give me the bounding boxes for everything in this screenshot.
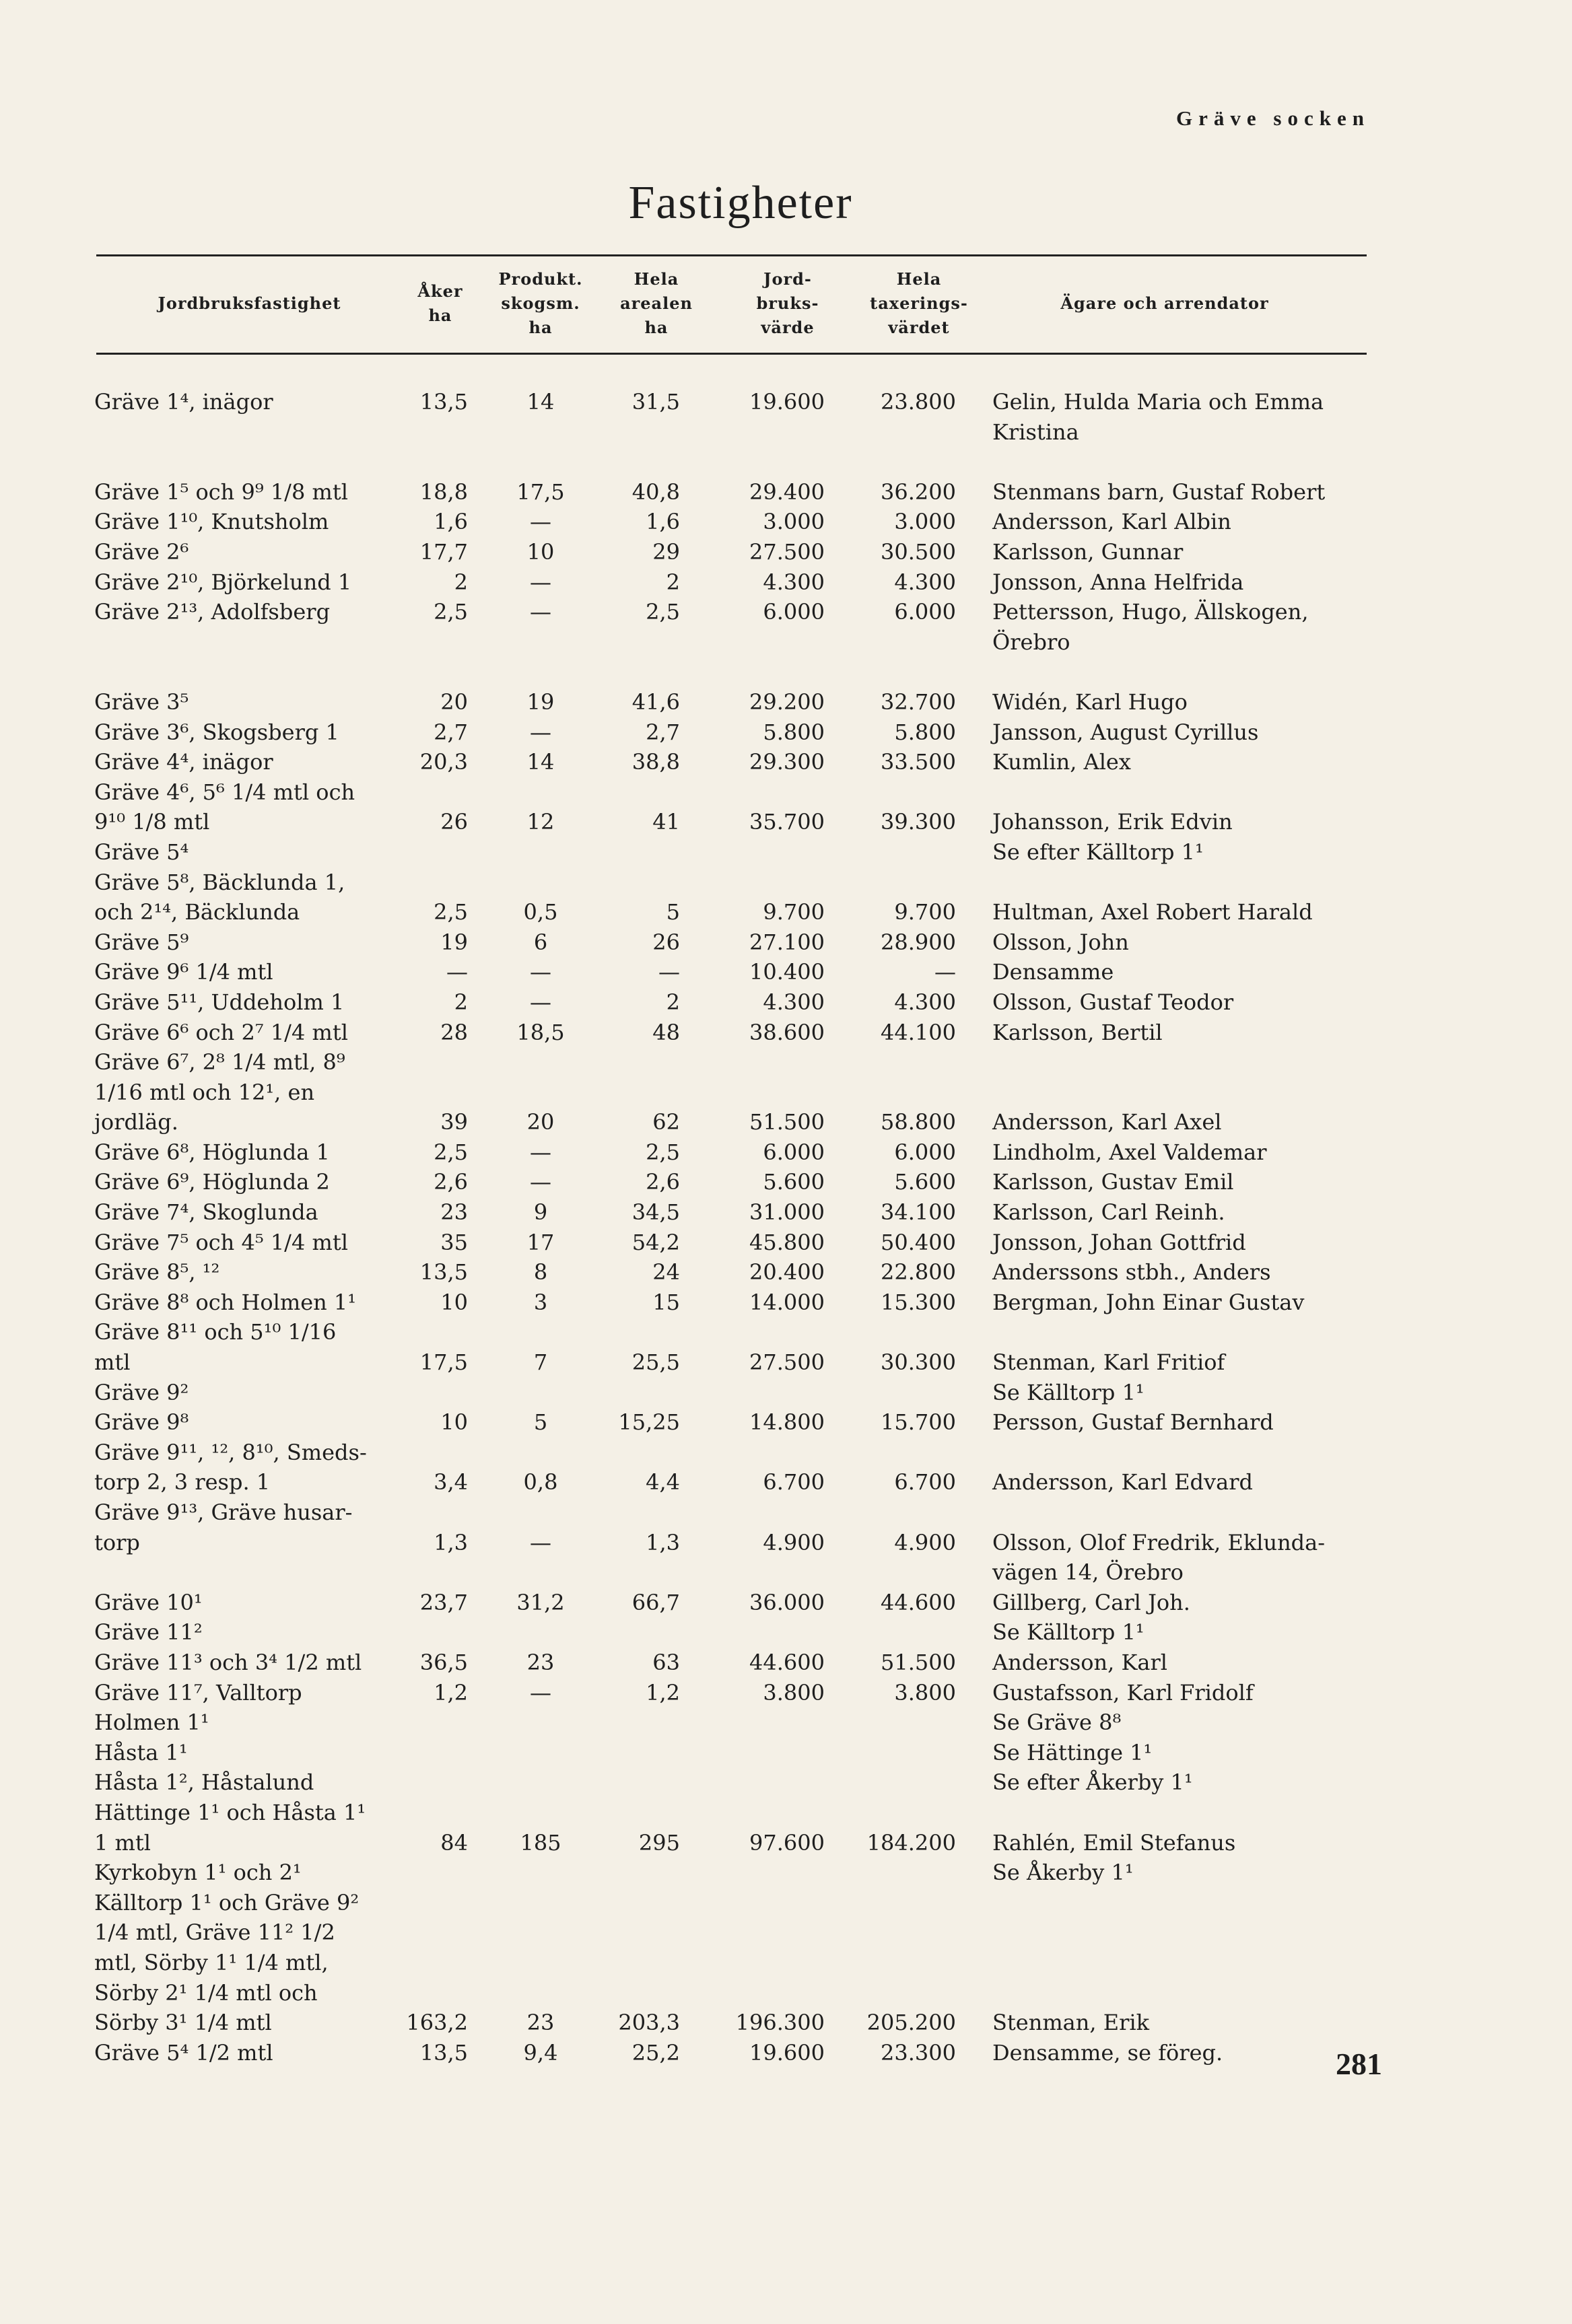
cell-owner: Lindholm, Axel Valdemar <box>992 1139 1267 1165</box>
cell-area: 54,2 <box>631 1229 680 1255</box>
cell-jv: 6.000 <box>763 1139 825 1165</box>
cell-aker: 13,5 <box>419 1259 468 1286</box>
cell-tax: 205.200 <box>866 2010 956 2036</box>
cell-tax: 44.600 <box>881 1589 956 1615</box>
table-row <box>0 1137 1572 1168</box>
cell-owner: Densamme, se föreg. <box>992 2039 1223 2066</box>
cell-skog: — <box>530 1139 551 1165</box>
cell-owner: Gustafsson, Karl Fridolf <box>992 1679 1254 1705</box>
table-header-rule <box>96 353 1367 355</box>
cell-tax: 9.700 <box>894 899 956 925</box>
cell-area: 2,6 <box>646 1169 680 1195</box>
cell-skog: 5 <box>533 1409 548 1436</box>
cell-tax: 4.900 <box>894 1529 956 1555</box>
cell-area: 31,5 <box>631 389 680 415</box>
cell-tax: 6.000 <box>894 599 956 625</box>
cell-owner: Karlsson, Gustav Emil <box>992 1169 1234 1195</box>
cell-owner: Karlsson, Bertil <box>992 1019 1163 1045</box>
cell-skog: 3 <box>533 1289 548 1315</box>
cell-skog: 9,4 <box>523 2039 558 2066</box>
table-row <box>0 597 1572 687</box>
cell-tax: 3.000 <box>894 509 956 535</box>
cell-skog: 14 <box>526 749 555 775</box>
cell-owner: Johansson, Erik Edvin <box>992 809 1233 835</box>
cell-tax: 36.200 <box>881 479 956 505</box>
cell-owner: Stenman, Karl Fritiof <box>992 1349 1225 1376</box>
cell-tax: 33.500 <box>881 749 956 775</box>
cell-tax: 30.300 <box>881 1349 956 1376</box>
table-row <box>0 1798 1572 1858</box>
cell-owner: Gelin, Hulda Maria och Emma Kristina <box>992 389 1324 445</box>
cell-prop: Gräve 11³ och 3⁴ 1/2 mtl <box>94 1650 362 1675</box>
cell-prop: Källtorp 1¹ och Gräve 9² 1/4 mtl, Gräve 11² 1/2 mtl, Sörby 1¹ 1/4 mtl, Sörby 2¹ 1/4 mtl och Sörby 3¹ 1/4 mtl <box>94 1889 360 2036</box>
cell-jv: 4.300 <box>763 989 825 1015</box>
cell-area: 26 <box>652 929 680 955</box>
cell-skog: — <box>530 1679 551 1705</box>
cell-tax: 39.300 <box>881 809 956 835</box>
cell-aker: 17,5 <box>419 1349 468 1376</box>
table-row <box>0 1888 1572 2038</box>
cell-tax: 6.000 <box>894 1139 956 1165</box>
cell-prop: Kyrkobyn 1¹ och 2¹ <box>94 1860 302 1886</box>
table-row <box>0 1167 1572 1197</box>
table-row <box>0 927 1572 958</box>
cell-jv: 4.300 <box>763 569 825 595</box>
cell-owner: Se Åkerby 1¹ <box>992 1860 1134 1886</box>
cell-prop: Gräve 2¹³, Adolfsberg <box>94 599 331 625</box>
cell-jv: 29.200 <box>749 689 825 715</box>
cell-aker: 1,6 <box>434 509 468 535</box>
cell-prop: Gräve 7⁵ och 4⁵ 1/4 mtl <box>94 1229 348 1255</box>
cell-jv: 97.600 <box>749 1829 825 1856</box>
cell-area: 295 <box>638 1829 680 1856</box>
cell-skog: — <box>530 1529 551 1555</box>
cell-jv: 27.500 <box>749 538 825 565</box>
cell-owner: Jansson, August Cyrillus <box>992 719 1259 745</box>
cell-skog: 17,5 <box>516 479 565 505</box>
cell-jv: 35.700 <box>749 809 825 835</box>
cell-skog: 17 <box>526 1229 555 1255</box>
cell-prop: Holmen 1¹ <box>94 1710 209 1736</box>
cell-tax: 5.800 <box>894 719 956 745</box>
cell-area: 24 <box>652 1259 680 1286</box>
cell-owner: Se Källtorp 1¹ <box>992 1619 1144 1646</box>
cell-jv: 6.700 <box>763 1469 825 1495</box>
table-row <box>0 1288 1572 1318</box>
cell-prop: Gräve 5⁴ <box>94 839 189 865</box>
cell-aker: 23,7 <box>419 1589 468 1615</box>
cell-area: 5 <box>666 899 680 925</box>
cell-prop: Gräve 5⁸, Bäcklunda 1, och 2¹⁴, Bäcklunda <box>94 869 345 925</box>
cell-aker: 1,2 <box>434 1679 468 1705</box>
cell-skog: 23 <box>526 1650 555 1675</box>
table-row <box>0 507 1572 537</box>
cell-jv: 14.000 <box>749 1289 825 1315</box>
cell-area: 2 <box>666 989 680 1015</box>
cell-aker: 10 <box>440 1289 468 1315</box>
table-row <box>0 1378 1572 1408</box>
cell-jv: 31.000 <box>749 1199 825 1226</box>
cell-prop: Gräve 9⁶ 1/4 mtl <box>94 959 273 985</box>
cell-owner: Karlsson, Carl Reinh. <box>992 1199 1225 1226</box>
cell-aker: 20 <box>440 689 468 715</box>
cell-owner: Andersson, Karl Albin <box>992 509 1231 535</box>
cell-prop: Gräve 9⁸ <box>94 1409 189 1436</box>
cell-aker: 19 <box>440 929 468 955</box>
table-row <box>0 567 1572 598</box>
cell-prop: Gräve 8¹¹ och 5¹⁰ 1/16 mtl <box>94 1319 337 1376</box>
cell-area: 2,5 <box>646 599 680 625</box>
cell-aker: 2 <box>454 569 468 595</box>
cell-area: 29 <box>652 538 680 565</box>
cell-jv: 36.000 <box>749 1589 825 1615</box>
cell-owner: Hultman, Axel Robert Harald <box>992 899 1313 925</box>
cell-jv: 3.000 <box>763 509 825 535</box>
cell-tax: 4.300 <box>894 569 956 595</box>
cell-jv: 44.600 <box>749 1650 825 1675</box>
cell-skog: 6 <box>533 929 548 955</box>
table-row <box>0 868 1572 927</box>
cell-prop: Gräve 6⁷, 2⁸ 1/4 mtl, 8⁹ 1/16 mtl och 12¹, en jordläg. <box>94 1049 345 1135</box>
cell-aker: 13,5 <box>419 2039 468 2066</box>
cell-jv: 6.000 <box>763 599 825 625</box>
cell-skog: — <box>530 719 551 745</box>
cell-prop: Gräve 10¹ <box>94 1589 203 1615</box>
table-row <box>0 717 1572 748</box>
table-row <box>0 1438 1572 1498</box>
cell-aker: 2,5 <box>434 899 468 925</box>
cell-owner: Se Hättinge 1¹ <box>992 1739 1153 1765</box>
cell-prop: Gräve 8⁸ och Holmen 1¹ <box>94 1289 357 1315</box>
cell-tax: 184.200 <box>866 1829 956 1856</box>
table-row <box>0 1228 1572 1258</box>
cell-skog: — <box>530 959 551 985</box>
cell-owner: Se efter Åkerby 1¹ <box>992 1769 1193 1796</box>
cell-jv: 9.700 <box>763 899 825 925</box>
cell-area: 41,6 <box>631 689 680 715</box>
cell-jv: 5.800 <box>763 719 825 745</box>
cell-aker: 20,3 <box>419 749 468 775</box>
cell-tax: 23.300 <box>881 2039 956 2066</box>
running-head: Gräve socken <box>1176 106 1370 130</box>
table-row <box>0 747 1572 777</box>
cell-area: 4,4 <box>646 1469 680 1495</box>
cell-owner: Widén, Karl Hugo <box>992 689 1188 715</box>
cell-prop: Gräve 4⁴, inägor <box>94 749 273 775</box>
table-row <box>0 687 1572 717</box>
cell-aker: 10 <box>440 1409 468 1436</box>
cell-area: 34,5 <box>631 1199 680 1226</box>
cell-jv: 4.900 <box>763 1529 825 1555</box>
cell-prop: Gräve 2⁶ <box>94 538 189 565</box>
cell-area: 66,7 <box>631 1589 680 1615</box>
cell-owner: Persson, Gustaf Bernhard <box>992 1409 1274 1436</box>
cell-area: 25,2 <box>631 2039 680 2066</box>
cell-aker: 39 <box>440 1109 468 1135</box>
cell-aker: 2 <box>454 989 468 1015</box>
cell-owner: Jonsson, Anna Helfrida <box>992 569 1244 595</box>
cell-aker: 2,5 <box>434 1139 468 1165</box>
cell-tax: 58.800 <box>881 1109 956 1135</box>
cell-skog: 12 <box>526 809 555 835</box>
cell-jv: 29.400 <box>749 479 825 505</box>
column-header-taxeringsvardet: Hela taxerings- värdet <box>870 269 968 337</box>
cell-area: 2,5 <box>646 1139 680 1165</box>
cell-owner: Se efter Källtorp 1¹ <box>992 839 1204 865</box>
column-header-skogsmark: Produkt. skogsm. ha <box>498 269 583 337</box>
page-title: Fastigheter <box>628 177 853 229</box>
cell-prop: Gräve 1¹⁰, Knutsholm <box>94 509 329 535</box>
table-row <box>0 837 1572 868</box>
cell-jv: 196.300 <box>735 2010 825 2036</box>
cell-prop: Gräve 5¹¹, Uddeholm 1 <box>94 989 345 1015</box>
cell-area: 41 <box>652 809 680 835</box>
cell-aker: 17,7 <box>419 538 468 565</box>
table-row <box>0 387 1572 477</box>
cell-area: 2 <box>666 569 680 595</box>
cell-skog: 0,5 <box>523 899 558 925</box>
table-row <box>0 1197 1572 1228</box>
column-header-property: Jordbruksfastighet <box>158 293 341 313</box>
cell-skog: 14 <box>526 389 555 415</box>
cell-skog: 8 <box>533 1259 548 1286</box>
cell-tax: 28.900 <box>881 929 956 955</box>
table-row <box>0 1738 1572 1768</box>
cell-jv: 19.600 <box>749 389 825 415</box>
cell-tax: 3.800 <box>894 1679 956 1705</box>
table-row <box>0 1678 1572 1708</box>
cell-aker: 163,2 <box>406 2010 468 2036</box>
cell-area: 15 <box>652 1289 680 1315</box>
cell-tax: 44.100 <box>881 1019 956 1045</box>
cell-jv: 45.800 <box>749 1229 825 1255</box>
cell-owner: Olsson, Gustaf Teodor <box>992 989 1234 1015</box>
cell-prop: Gräve 7⁴, Skoglunda <box>94 1199 318 1226</box>
cell-area: 62 <box>652 1109 680 1135</box>
cell-area: 1,2 <box>646 1679 680 1705</box>
cell-skog: 18,5 <box>516 1019 565 1045</box>
cell-owner: Stenmans barn, Gustaf Robert <box>992 479 1326 505</box>
table-row <box>0 1498 1572 1588</box>
cell-area: 2,7 <box>646 719 680 745</box>
cell-owner: Karlsson, Gunnar <box>992 538 1184 565</box>
table-row <box>0 1858 1572 1888</box>
cell-tax: 6.700 <box>894 1469 956 1495</box>
cell-prop: Hättinge 1¹ och Håsta 1¹ 1 mtl <box>94 1799 366 1856</box>
table-row <box>0 477 1572 507</box>
cell-tax: 30.500 <box>881 538 956 565</box>
cell-tax: 32.700 <box>881 689 956 715</box>
cell-skog: 19 <box>526 689 555 715</box>
cell-area: 48 <box>652 1019 680 1045</box>
cell-skog: — <box>530 1169 551 1195</box>
cell-prop: Gräve 11⁷, Valltorp <box>94 1679 302 1705</box>
cell-owner: Bergman, John Einar Gustav <box>992 1289 1305 1315</box>
cell-jv: 20.400 <box>749 1259 825 1286</box>
cell-aker: 18,8 <box>419 479 468 505</box>
cell-jv: 19.600 <box>749 2039 825 2066</box>
cell-prop: Gräve 6⁸, Höglunda 1 <box>94 1139 330 1165</box>
cell-area: 40,8 <box>631 479 680 505</box>
cell-prop: Gräve 4⁶, 5⁶ 1/4 mtl och 9¹⁰ 1/8 mtl <box>94 779 355 835</box>
cell-aker: 2,7 <box>434 719 468 745</box>
column-header-arealen: Hela arealen ha <box>620 269 693 337</box>
cell-jv: 14.800 <box>749 1409 825 1436</box>
cell-tax: 23.800 <box>881 389 956 415</box>
cell-jv: 10.400 <box>749 959 825 985</box>
cell-prop: Gräve 1⁵ och 9⁹ 1/8 mtl <box>94 479 348 505</box>
cell-area: — <box>658 959 680 985</box>
cell-owner: Densamme <box>992 959 1114 985</box>
cell-aker: 2,6 <box>434 1169 468 1195</box>
cell-area: 63 <box>652 1650 680 1675</box>
column-header-jordbruksvarde: Jord- bruks- värde <box>756 269 819 337</box>
cell-owner: Jonsson, Johan Gottfrid <box>992 1229 1246 1255</box>
cell-tax: 34.100 <box>881 1199 956 1226</box>
cell-prop: Gräve 9¹¹, ¹², 8¹⁰, Smeds- torp 2, 3 resp. 1 <box>94 1439 367 1495</box>
cell-owner: Rahlén, Emil Stefanus <box>992 1829 1236 1856</box>
cell-skog: 185 <box>520 1829 561 1856</box>
table-row <box>0 957 1572 987</box>
cell-jv: 29.300 <box>749 749 825 775</box>
cell-prop: Gräve 8⁵, ¹² <box>94 1259 220 1286</box>
cell-jv: 5.600 <box>763 1169 825 1195</box>
cell-tax: 15.700 <box>881 1409 956 1436</box>
table-row <box>0 1047 1572 1137</box>
table-row <box>0 1767 1572 1798</box>
cell-owner: Anderssons stbh., Anders <box>992 1259 1271 1286</box>
table-row <box>0 1648 1572 1678</box>
cell-owner: Olsson, Olof Fredrik, Eklunda- vägen 14, Örebro <box>992 1529 1326 1586</box>
cell-prop: Gräve 9¹³, Gräve husar- torp <box>94 1500 353 1555</box>
cell-aker: 84 <box>440 1829 468 1856</box>
cell-aker: 28 <box>440 1019 468 1045</box>
cell-aker: 1,3 <box>434 1529 468 1555</box>
table-row <box>0 1257 1572 1288</box>
cell-jv: 27.100 <box>749 929 825 955</box>
cell-area: 1,3 <box>646 1529 680 1555</box>
cell-owner: Se Gräve 8⁸ <box>992 1710 1122 1736</box>
table-row <box>0 1018 1572 1048</box>
table-row <box>0 1707 1572 1738</box>
cell-skog: 9 <box>533 1199 548 1226</box>
cell-jv: 38.600 <box>749 1019 825 1045</box>
cell-area: 25,5 <box>631 1349 680 1376</box>
cell-aker: 36,5 <box>419 1650 468 1675</box>
cell-prop: Gräve 6⁹, Höglunda 2 <box>94 1169 330 1195</box>
cell-prop: Gräve 5⁴ 1/2 mtl <box>94 2039 273 2066</box>
cell-prop: Gräve 6⁶ och 2⁷ 1/4 mtl <box>94 1019 348 1045</box>
cell-owner: Gillberg, Carl Joh. <box>992 1589 1190 1615</box>
cell-prop: Gräve 3⁵ <box>94 689 189 715</box>
cell-owner: Se Källtorp 1¹ <box>992 1379 1144 1405</box>
table-row <box>0 777 1572 837</box>
cell-owner: Andersson, Karl Axel <box>992 1109 1222 1135</box>
cell-area: 1,6 <box>646 509 680 535</box>
cell-skog: 7 <box>533 1349 548 1376</box>
page-number: 281 <box>1336 2047 1382 2081</box>
cell-owner: Olsson, John <box>992 929 1129 955</box>
cell-aker: 2,5 <box>434 599 468 625</box>
cell-tax: 51.500 <box>881 1650 956 1675</box>
cell-area: 38,8 <box>631 749 680 775</box>
cell-owner: Stenman, Erik <box>992 2010 1149 2036</box>
cell-prop: Gräve 9² <box>94 1379 189 1405</box>
property-table-body <box>0 387 1572 2068</box>
cell-skog: — <box>530 509 551 535</box>
cell-tax: 15.300 <box>881 1289 956 1315</box>
cell-aker: 13,5 <box>419 389 468 415</box>
column-header-aker: Åker ha <box>417 281 463 325</box>
cell-skog: — <box>530 989 551 1015</box>
cell-skog: 20 <box>526 1109 555 1135</box>
cell-prop: Gräve 2¹⁰, Björkelund 1 <box>94 569 352 595</box>
cell-tax: 4.300 <box>894 989 956 1015</box>
table-row <box>0 1588 1572 1618</box>
cell-prop: Gräve 5⁹ <box>94 929 189 955</box>
cell-aker: 26 <box>440 809 468 835</box>
cell-owner: Andersson, Karl <box>992 1650 1168 1675</box>
cell-prop: Håsta 1², Håstalund <box>94 1769 314 1796</box>
table-row <box>0 1317 1572 1377</box>
cell-area: 15,25 <box>618 1409 680 1436</box>
cell-tax: 50.400 <box>881 1229 956 1255</box>
cell-owner: Kumlin, Alex <box>992 749 1131 775</box>
cell-prop: Gräve 3⁶, Skogsberg 1 <box>94 719 339 745</box>
table-row <box>0 537 1572 567</box>
cell-prop: Håsta 1¹ <box>94 1739 188 1765</box>
table-row <box>0 1617 1572 1648</box>
cell-skog: — <box>530 599 551 625</box>
cell-aker: 3,4 <box>434 1469 468 1495</box>
column-header-agare: Ägare och arrendator <box>1060 293 1269 313</box>
cell-jv: 27.500 <box>749 1349 825 1376</box>
cell-jv: 51.500 <box>749 1109 825 1135</box>
cell-skog: 31,2 <box>516 1589 565 1615</box>
cell-tax: 22.800 <box>881 1259 956 1286</box>
cell-aker: 23 <box>440 1199 468 1226</box>
cell-owner: Pettersson, Hugo, Ällskogen, Örebro <box>992 599 1309 655</box>
cell-prop: Gräve 11² <box>94 1619 203 1646</box>
cell-skog: 10 <box>526 538 555 565</box>
cell-tax: 5.600 <box>894 1169 956 1195</box>
cell-owner: Andersson, Karl Edvard <box>992 1469 1253 1495</box>
cell-skog: 0,8 <box>523 1469 558 1495</box>
cell-area: 203,3 <box>618 2010 680 2036</box>
cell-aker: 35 <box>440 1229 468 1255</box>
cell-skog: — <box>530 569 551 595</box>
cell-prop: Gräve 1⁴, inägor <box>94 389 273 415</box>
table-row <box>0 987 1572 1018</box>
table-row <box>0 1407 1572 1438</box>
cell-skog: 23 <box>526 2010 555 2036</box>
cell-aker: — <box>446 959 468 985</box>
cell-tax: — <box>934 959 956 985</box>
cell-jv: 3.800 <box>763 1679 825 1705</box>
